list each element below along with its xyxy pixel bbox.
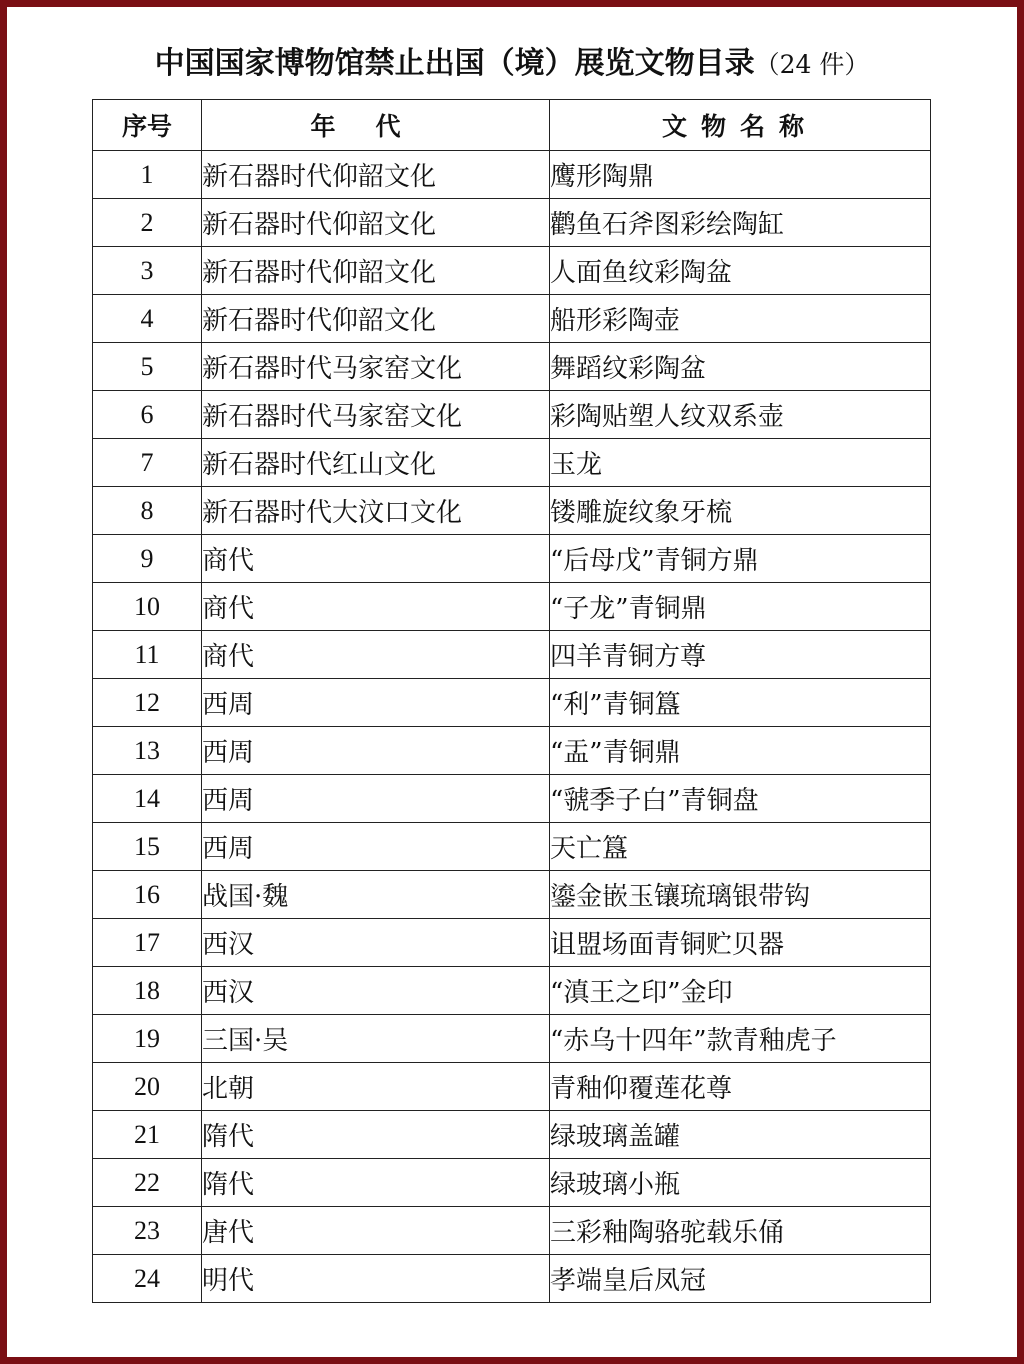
row-index: 23 <box>93 1207 202 1255</box>
table-row <box>93 151 931 199</box>
table-row <box>93 823 931 871</box>
row-era: 新石器时代仰韶文化 <box>202 295 550 343</box>
row-relic-name: “赤乌十四年”款青釉虎子 <box>550 1015 931 1063</box>
row-index: 3 <box>93 247 202 295</box>
row-index: 13 <box>93 727 202 775</box>
table-row <box>93 199 931 247</box>
table-row <box>93 679 931 727</box>
table-row <box>93 1015 931 1063</box>
row-index: 24 <box>93 1255 202 1303</box>
row-index: 10 <box>93 583 202 631</box>
row-relic-name: “子龙”青铜鼎 <box>550 583 931 631</box>
row-index: 6 <box>93 391 202 439</box>
row-era: 战国·魏 <box>202 871 550 919</box>
row-index: 20 <box>93 1063 202 1111</box>
table-header-row <box>93 100 931 151</box>
row-era: 三国·吴 <box>202 1015 550 1063</box>
row-relic-name: “盂”青铜鼎 <box>550 727 931 775</box>
row-relic-name: “利”青铜簋 <box>550 679 931 727</box>
table-body <box>93 151 931 1303</box>
row-relic-name: 玉龙 <box>550 439 931 487</box>
table-row <box>93 631 931 679</box>
row-era: 明代 <box>202 1255 550 1303</box>
table-row <box>93 967 931 1015</box>
row-era: 新石器时代马家窑文化 <box>202 343 550 391</box>
row-relic-name: 人面鱼纹彩陶盆 <box>550 247 931 295</box>
row-relic-name: 孝端皇后凤冠 <box>550 1255 931 1303</box>
table-row <box>93 727 931 775</box>
table-row <box>93 343 931 391</box>
header-relic-name: 文物名称 <box>550 100 931 151</box>
row-index: 15 <box>93 823 202 871</box>
row-relic-name: 绿玻璃小瓶 <box>550 1159 931 1207</box>
row-relic-name: 船形彩陶壶 <box>550 295 931 343</box>
row-index: 1 <box>93 151 202 199</box>
row-index: 22 <box>93 1159 202 1207</box>
table-row <box>93 295 931 343</box>
row-relic-name: 绿玻璃盖罐 <box>550 1111 931 1159</box>
row-index: 11 <box>93 631 202 679</box>
header-index: 序号 <box>93 100 202 151</box>
table-row <box>93 919 931 967</box>
row-index: 14 <box>93 775 202 823</box>
row-index: 17 <box>93 919 202 967</box>
row-index: 19 <box>93 1015 202 1063</box>
row-era: 西周 <box>202 727 550 775</box>
document-title <box>0 38 1024 82</box>
row-era: 商代 <box>202 631 550 679</box>
row-relic-name: “滇王之印”金印 <box>550 967 931 1015</box>
row-relic-name: 青釉仰覆莲花尊 <box>550 1063 931 1111</box>
row-era: 西周 <box>202 823 550 871</box>
row-index: 16 <box>93 871 202 919</box>
row-index: 4 <box>93 295 202 343</box>
title-text: 中国国家博物馆禁止出国（境）展览文物目录 <box>154 46 755 81</box>
row-relic-name: 镂雕旋纹象牙梳 <box>550 487 931 535</box>
row-era: 隋代 <box>202 1159 550 1207</box>
row-era: 新石器时代仰韶文化 <box>202 247 550 295</box>
row-era: 新石器时代大汶口文化 <box>202 487 550 535</box>
row-era: 新石器时代仰韶文化 <box>202 151 550 199</box>
header-era: 年代 <box>202 100 550 151</box>
row-era: 新石器时代仰韶文化 <box>202 199 550 247</box>
row-era: 西汉 <box>202 919 550 967</box>
row-relic-name: 天亡簋 <box>550 823 931 871</box>
title-count: （24 件） <box>754 50 870 79</box>
table-row <box>93 583 931 631</box>
row-index: 2 <box>93 199 202 247</box>
relics-table <box>92 99 931 1303</box>
row-relic-name: 三彩釉陶骆驼载乐俑 <box>550 1207 931 1255</box>
row-era: 新石器时代红山文化 <box>202 439 550 487</box>
table-row <box>93 247 931 295</box>
row-relic-name: 四羊青铜方尊 <box>550 631 931 679</box>
row-index: 12 <box>93 679 202 727</box>
row-era: 商代 <box>202 535 550 583</box>
row-era: 商代 <box>202 583 550 631</box>
row-relic-name: 舞蹈纹彩陶盆 <box>550 343 931 391</box>
table-row <box>93 1207 931 1255</box>
row-relic-name: 诅盟场面青铜贮贝器 <box>550 919 931 967</box>
table-row <box>93 439 931 487</box>
row-era: 西周 <box>202 775 550 823</box>
row-index: 9 <box>93 535 202 583</box>
table-row <box>93 1111 931 1159</box>
row-era: 西汉 <box>202 967 550 1015</box>
row-era: 新石器时代马家窑文化 <box>202 391 550 439</box>
row-index: 8 <box>93 487 202 535</box>
row-era: 西周 <box>202 679 550 727</box>
table-row <box>93 871 931 919</box>
table-row <box>93 391 931 439</box>
table-row <box>93 535 931 583</box>
table-row <box>93 1255 931 1303</box>
row-relic-name: “后母戊”青铜方鼎 <box>550 535 931 583</box>
table-row <box>93 775 931 823</box>
row-index: 21 <box>93 1111 202 1159</box>
row-relic-name: 鎏金嵌玉镶琉璃银带钩 <box>550 871 931 919</box>
row-index: 18 <box>93 967 202 1015</box>
row-relic-name: 鹰形陶鼎 <box>550 151 931 199</box>
row-index: 5 <box>93 343 202 391</box>
row-index: 7 <box>93 439 202 487</box>
row-relic-name: 彩陶贴塑人纹双系壶 <box>550 391 931 439</box>
row-relic-name: 鹳鱼石斧图彩绘陶缸 <box>550 199 931 247</box>
row-era: 北朝 <box>202 1063 550 1111</box>
row-era: 唐代 <box>202 1207 550 1255</box>
row-relic-name: “虢季子白”青铜盘 <box>550 775 931 823</box>
table-row <box>93 1063 931 1111</box>
table-row <box>93 1159 931 1207</box>
row-era: 隋代 <box>202 1111 550 1159</box>
table-row <box>93 487 931 535</box>
